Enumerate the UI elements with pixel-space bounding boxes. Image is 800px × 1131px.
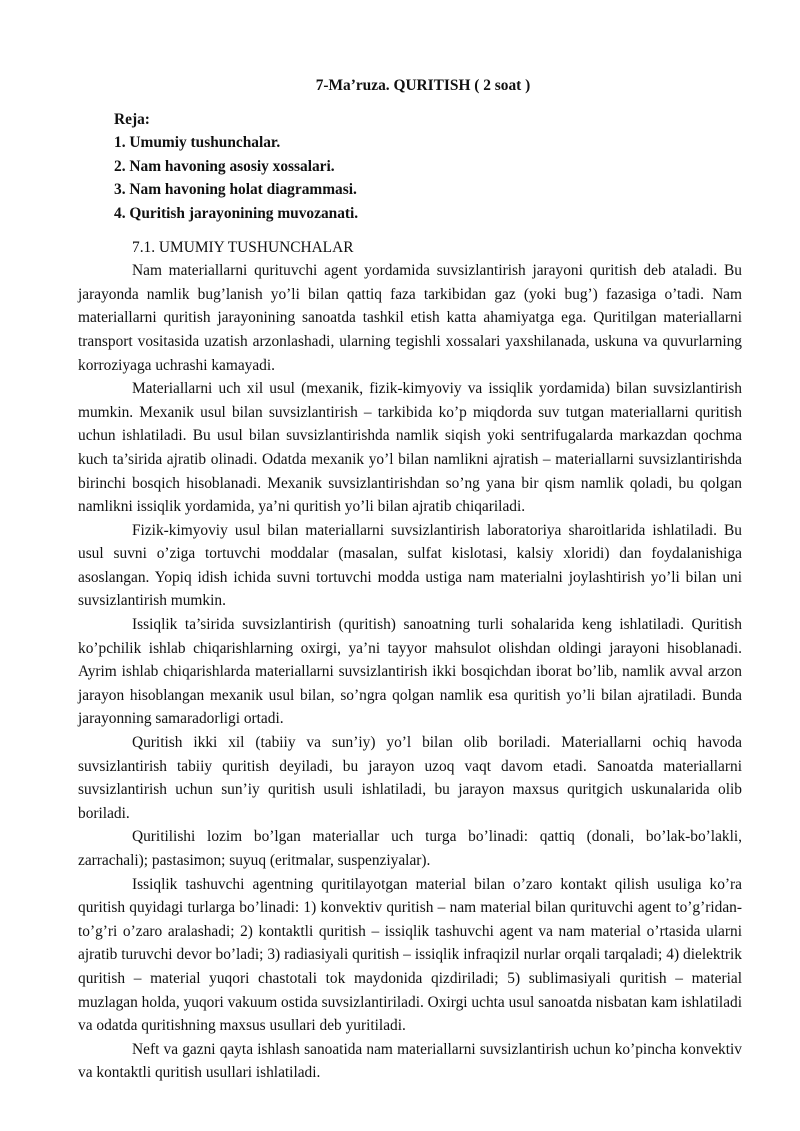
paragraph: Neft va gazni qayta ishlash sanoatida nam materiallarni suvsizlantirish uchun ko’pincha konvektiv va kontaktli quritish usullari ishlatiladi. [78, 1040, 742, 1082]
paragraph: Issiqlik tashuvchi agentning quritilayotgan material bilan o’zaro kontakt qilish usuliga ko’ra quritish quyidagi turlarga bo’linadi: 1) konvektiv quritish – nam material bilan qurituvchi agent to’g’ridan-to’g’ri o’zaro aralashadi; 2) kontaktli quritish – issiqlik tashuvchi agent va nam material o’rtasida ularni ajratib turuvchi devor bo’ladi; 3) radiasiyali quritish – issiqlik infraqizil nurlar orqali tarqaladi; 4) dielektrik quritish – material yuqori chastotali tok maydonida qizdiriladi; 5) sublimasiyali quritish – material muzlagan holda, yuqori vakuum ostida suvsizlantiriladi. Oxirgi uchta usul sanoatda nisbatan kam ishlatiladi va odatda quritishning maxsus usullari deb yuritiladi. [78, 875, 742, 1035]
paragraph: Quritilishi lozim bo’lgan materiallar uch turga bo’linadi: qattiq (donali, bo’lak-bo’lakli, zarrachali); pastasimon; suyuq (eritmalar, suspenziyalar). [78, 828, 742, 869]
document-page [78, 74, 742, 1085]
plan-item: 4. Quritish jarayonining muvozanati. [114, 204, 359, 222]
paragraph: Nam materiallarni qurituvchi agent yordamida suvsizlantirish jarayoni quritish deb ataladi. Bu jarayonda namlik bug’lanish yo’li bilan qattiq faza tarkibidan gaz (yoki bug’) fazasiga o’tadi. Nam materiallarni quritish jarayonining sanoatda tashkil etish katta ahamiyatga ega. Quritilgan materiallarni transport vositasida uzatish arzonlashadi, ularning tegishli xossalari yaxshilanada, uskuna va quvurlarning korroziyaga uchrashi kamayadi. [78, 262, 742, 374]
paragraph: Materiallarni uch xil usul (mexanik, fizik-kimyoviy va issiqlik yordamida) bilan suvsizlantirish mumkin. Mexanik usul bilan suvsizlantirish – tarkibida ko’p miqdorda suv tutgan materiallarni quritish uchun ishlatiladi. Bu usul bilan suvsizlantirishda namlik siqish yoki sentrifugalarda markazdan qochma kuch ta’sirida ajratib olinadi. Odatda mexanik yo’l bilan namlikni ajratish – materiallarni suvsizlantirishda birinchi bosqich hisoblanadi. Mexanik suvsizlantirishdan so’ng yana bir qism namlik qoladi, bu qolgan namlikni issiqlik yordamida, ya’ni quritish yo’li bilan ajratib chiqariladi. [78, 380, 742, 516]
section-heading: 7.1. UMUMIY TUSHUNCHALAR [132, 238, 354, 256]
plan-heading: Reja: [114, 110, 150, 128]
plan-item: 2. Nam havoning asosiy xossalari. [114, 157, 335, 175]
paragraph: Fizik-kimyoviy usul bilan materiallarni suvsizlantirish laboratoriya sharoitlarida ishlatiladi. Bu usul suvni o’ziga tortuvchi moddalar (masalan, sulfat kislotasi, kalsiy xloridi) dan foydalanishiga asoslangan. Yopiq idish ichida suvni tortuvchi modda ustiga nam materialni joylashtirish yo’li bilan uni suvsizlantirish mumkin. [78, 521, 742, 610]
paragraph: Issiqlik ta’sirida suvsizlantirish (quritish) sanoatning turli sohalarida keng ishlatiladi. Quritish ko’pchilik ishlab chiqarishlarning oxirgi, ya’ni tayyor mahsulot olishdan oldingi jarayoni hisoblanadi. Ayrim ishlab chiqarishlarda materiallarni suvsizlantirish ikki bosqichdan iborat bo’lib, namlik avval arzon jarayon hisoblangan mexanik usul bilan, so’ngra qolgan namlik esa quritish yo’li bilan ajratiladi. Bunda jarayonning samaradorligi ortadi. [78, 616, 742, 728]
lecture-plan [78, 108, 742, 226]
plan-item: 1. Umumiy tushunchalar. [114, 134, 281, 152]
plan-item: 3. Nam havoning holat diagrammasi. [114, 181, 357, 199]
lecture-title: 7-Ma’ruza. QURITISH ( 2 soat ) [315, 77, 531, 94]
paragraph: Quritish ikki xil (tabiiy va sun’iy) yo’l bilan olib boriladi. Materiallarni ochiq havoda suvsizlantirish tabiiy quritish deyiladi, bu jarayon uzoq vaqt davom etadi. Sanoatda materiallarni suvsizlantirish uchun sun’iy quritish usuli ishlatiladi, bu jarayon maxsus quritgich uskunalarida olib boriladi. [78, 734, 742, 822]
